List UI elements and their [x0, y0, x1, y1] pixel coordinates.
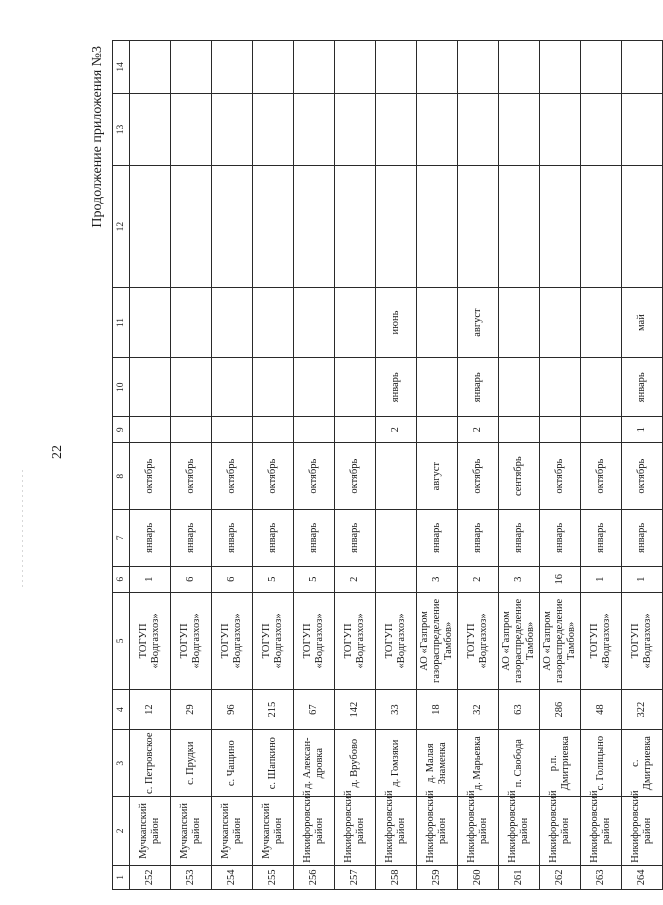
- table-cell: ТОГУП «Водгазхоз»: [458, 592, 499, 689]
- table-cell: [335, 166, 376, 287]
- table-cell: [294, 287, 335, 358]
- table-cell: с. Прудки: [171, 730, 212, 797]
- table-cell: д. Врубово: [335, 730, 376, 797]
- table-cell: [417, 417, 458, 443]
- table-cell: 261: [499, 865, 540, 889]
- table-cell: январь: [130, 510, 171, 567]
- table-cell: 6: [212, 566, 253, 592]
- table-cell: 263: [581, 865, 622, 889]
- table-cell: [335, 41, 376, 94]
- table-cell: ТОГУП «Водгазхоз»: [376, 592, 417, 689]
- table-cell: [417, 287, 458, 358]
- table-cell: 286: [540, 689, 581, 729]
- table-cell: [376, 443, 417, 510]
- table-cell: январь: [458, 510, 499, 567]
- table-cell: [212, 358, 253, 417]
- table-cell: [499, 166, 540, 287]
- table-cell: 253: [171, 865, 212, 889]
- table-cell: октябрь: [212, 443, 253, 510]
- table-cell: июнь: [376, 287, 417, 358]
- table-cell: январь: [417, 510, 458, 567]
- table-cell: 252: [130, 865, 171, 889]
- table-cell: Никифоровский район: [622, 797, 663, 866]
- table-cell: [171, 358, 212, 417]
- table-cell: [130, 41, 171, 94]
- table-cell: [581, 358, 622, 417]
- table-cell: 1: [130, 566, 171, 592]
- table-row: [458, 41, 499, 890]
- column-header: 9: [113, 417, 130, 443]
- table-cell: [171, 287, 212, 358]
- table-cell: [622, 41, 663, 94]
- table-cell: 259: [417, 865, 458, 889]
- column-header: 7: [113, 510, 130, 567]
- table-cell: ТОГУП «Водгазхоз»: [130, 592, 171, 689]
- table-cell: 96: [212, 689, 253, 729]
- table-row: [335, 41, 376, 890]
- table-cell: январь: [540, 510, 581, 567]
- table-cell: январь: [335, 510, 376, 567]
- column-header: 13: [113, 93, 130, 166]
- table-cell: [581, 417, 622, 443]
- table-cell: январь: [581, 510, 622, 567]
- table-cell: ТОГУП «Водгазхоз»: [294, 592, 335, 689]
- table-cell: [294, 41, 335, 94]
- column-header: 14: [113, 41, 130, 94]
- table-cell: [376, 93, 417, 166]
- table-cell: 29: [171, 689, 212, 729]
- scan-artifact: [22, 470, 23, 590]
- table-cell: январь: [376, 358, 417, 417]
- table-cell: 256: [294, 865, 335, 889]
- table-cell: д. Гомзяки: [376, 730, 417, 797]
- table-cell: [540, 93, 581, 166]
- table-row: [294, 41, 335, 890]
- table-cell: 2: [376, 417, 417, 443]
- table-cell: [581, 41, 622, 94]
- table-cell: [417, 93, 458, 166]
- table-cell: [540, 417, 581, 443]
- table-cell: 5: [294, 566, 335, 592]
- table-cell: [294, 417, 335, 443]
- table-cell: 264: [622, 865, 663, 889]
- table-cell: 142: [335, 689, 376, 729]
- table-cell: [458, 166, 499, 287]
- table-cell: январь: [253, 510, 294, 567]
- table-cell: 1: [581, 566, 622, 592]
- table-cell: Никифоровский район: [417, 797, 458, 866]
- table-cell: Никифоровский район: [581, 797, 622, 866]
- table-cell: [253, 93, 294, 166]
- table-cell: октябрь: [581, 443, 622, 510]
- table-cell: [540, 166, 581, 287]
- table-row: [417, 41, 458, 890]
- data-table: [112, 40, 663, 890]
- table-cell: май: [622, 287, 663, 358]
- table-cell: ТОГУП «Водгазхоз»: [335, 592, 376, 689]
- table-cell: [130, 93, 171, 166]
- table-cell: [171, 93, 212, 166]
- table-cell: октябрь: [294, 443, 335, 510]
- table-cell: [212, 93, 253, 166]
- table-cell: октябрь: [540, 443, 581, 510]
- table-cell: октябрь: [171, 443, 212, 510]
- table-cell: январь: [622, 358, 663, 417]
- table-cell: [417, 41, 458, 94]
- table-body: [130, 41, 663, 890]
- column-header: 11: [113, 287, 130, 358]
- table-cell: д. Марьевка: [458, 730, 499, 797]
- table-cell: 18: [417, 689, 458, 729]
- table-cell: [294, 358, 335, 417]
- table-cell: 48: [581, 689, 622, 729]
- table-cell: [376, 166, 417, 287]
- table-cell: [540, 41, 581, 94]
- table-row: [130, 41, 171, 890]
- table-cell: ТОГУП «Водгазхоз»: [253, 592, 294, 689]
- table-cell: ТОГУП «Водгазхоз»: [622, 592, 663, 689]
- table-row: [581, 41, 622, 890]
- table-cell: [376, 566, 417, 592]
- table-cell: п. Свобода: [499, 730, 540, 797]
- table-cell: 16: [540, 566, 581, 592]
- table-cell: 322: [622, 689, 663, 729]
- table-cell: Мучкапский район: [130, 797, 171, 866]
- table-cell: январь: [212, 510, 253, 567]
- table-cell: январь: [294, 510, 335, 567]
- table-cell: 1: [622, 566, 663, 592]
- table-cell: [335, 93, 376, 166]
- table-cell: [499, 93, 540, 166]
- table-cell: Мучкапский район: [212, 797, 253, 866]
- table-cell: [130, 166, 171, 287]
- table-cell: [130, 358, 171, 417]
- table-cell: 1: [622, 417, 663, 443]
- table-cell: Мучкапский район: [253, 797, 294, 866]
- table-cell: [622, 93, 663, 166]
- table-cell: январь: [499, 510, 540, 567]
- table-cell: АО «Газпром газораспределение Тамбов»: [499, 592, 540, 689]
- column-header: 5: [113, 592, 130, 689]
- table-cell: [294, 93, 335, 166]
- table-cell: [499, 287, 540, 358]
- table-cell: 255: [253, 865, 294, 889]
- table-cell: АО «Газпром газораспределение Тамбов»: [417, 592, 458, 689]
- table-cell: 2: [458, 566, 499, 592]
- column-header: 8: [113, 443, 130, 510]
- table-cell: с. Чащино: [212, 730, 253, 797]
- table-cell: [499, 358, 540, 417]
- table-cell: с. Дмитриевка: [622, 730, 663, 797]
- table-cell: Мучкапский район: [171, 797, 212, 866]
- table-cell: 12: [130, 689, 171, 729]
- table-cell: д. Малая Знаменка: [417, 730, 458, 797]
- annex-caption: Продолжение приложения №3: [90, 46, 105, 228]
- table-cell: 63: [499, 689, 540, 729]
- table-cell: ТОГУП «Водгазхоз»: [212, 592, 253, 689]
- table-cell: [253, 287, 294, 358]
- table-cell: д. Алексан-дровка: [294, 730, 335, 797]
- table-cell: [335, 417, 376, 443]
- table-cell: [458, 41, 499, 94]
- table-cell: Никифоровский район: [458, 797, 499, 866]
- table-cell: сентябрь: [499, 443, 540, 510]
- table-cell: [212, 287, 253, 358]
- table-cell: [622, 166, 663, 287]
- table-cell: с. Шапкино: [253, 730, 294, 797]
- table-cell: [253, 417, 294, 443]
- table-cell: январь: [622, 510, 663, 567]
- table-cell: [540, 287, 581, 358]
- table-row: [212, 41, 253, 890]
- table-cell: 3: [499, 566, 540, 592]
- table-cell: ТОГУП «Водгазхоз»: [171, 592, 212, 689]
- table-cell: 33: [376, 689, 417, 729]
- table-cell: Никифоровский район: [294, 797, 335, 866]
- table-cell: 2: [458, 417, 499, 443]
- table-cell: [335, 358, 376, 417]
- table-cell: [212, 166, 253, 287]
- table-cell: ТОГУП «Водгазхоз»: [581, 592, 622, 689]
- table-row: [171, 41, 212, 890]
- table-cell: январь: [171, 510, 212, 567]
- table-cell: [171, 417, 212, 443]
- table-cell: [212, 417, 253, 443]
- table-cell: октябрь: [335, 443, 376, 510]
- table-cell: [130, 287, 171, 358]
- table-cell: [253, 358, 294, 417]
- table-cell: АО «Газпром газораспределение Тамбов»: [540, 592, 581, 689]
- page-number: 22: [50, 445, 65, 459]
- table-cell: 262: [540, 865, 581, 889]
- table-cell: 67: [294, 689, 335, 729]
- table-cell: [458, 93, 499, 166]
- table-cell: 32: [458, 689, 499, 729]
- column-header: 12: [113, 166, 130, 287]
- table-cell: 254: [212, 865, 253, 889]
- table-cell: Никифоровский район: [540, 797, 581, 866]
- table-cell: [581, 287, 622, 358]
- rotated-page-content: [86, 40, 653, 890]
- table-cell: [171, 41, 212, 94]
- table-cell: [540, 358, 581, 417]
- column-header: 6: [113, 566, 130, 592]
- table-cell: 257: [335, 865, 376, 889]
- table-cell: [335, 287, 376, 358]
- table-cell: 5: [253, 566, 294, 592]
- table-row: [499, 41, 540, 890]
- table-cell: [253, 166, 294, 287]
- column-header: 3: [113, 730, 130, 797]
- table-cell: [417, 166, 458, 287]
- table-cell: [253, 41, 294, 94]
- table-cell: октябрь: [622, 443, 663, 510]
- table-cell: 2: [335, 566, 376, 592]
- table-cell: [130, 417, 171, 443]
- table-cell: 6: [171, 566, 212, 592]
- table-cell: [376, 41, 417, 94]
- table-cell: [499, 417, 540, 443]
- table-cell: Никифоровский район: [376, 797, 417, 866]
- header-row: [113, 41, 130, 890]
- table-row: [376, 41, 417, 890]
- table-cell: октябрь: [458, 443, 499, 510]
- table-cell: [376, 510, 417, 567]
- table-cell: с. Голицыно: [581, 730, 622, 797]
- table-cell: 260: [458, 865, 499, 889]
- table-cell: [417, 358, 458, 417]
- table-cell: 258: [376, 865, 417, 889]
- table-row: [622, 41, 663, 890]
- column-header: 1: [113, 865, 130, 889]
- table-cell: август: [458, 287, 499, 358]
- column-header: 4: [113, 689, 130, 729]
- table-row: [253, 41, 294, 890]
- table-cell: август: [417, 443, 458, 510]
- table-cell: Никифоровский район: [499, 797, 540, 866]
- table-cell: 3: [417, 566, 458, 592]
- table-cell: р.п. Дмитриевка: [540, 730, 581, 797]
- table-cell: [212, 41, 253, 94]
- table-cell: Никифоровский район: [335, 797, 376, 866]
- table-cell: октябрь: [130, 443, 171, 510]
- table-cell: [294, 166, 335, 287]
- table-cell: 215: [253, 689, 294, 729]
- column-header: 10: [113, 358, 130, 417]
- table-cell: [171, 166, 212, 287]
- column-header: 2: [113, 797, 130, 866]
- table-cell: [581, 166, 622, 287]
- table-cell: [581, 93, 622, 166]
- table-cell: январь: [458, 358, 499, 417]
- table-cell: с. Петровское: [130, 730, 171, 797]
- table-cell: [499, 41, 540, 94]
- table-row: [540, 41, 581, 890]
- table-cell: октябрь: [253, 443, 294, 510]
